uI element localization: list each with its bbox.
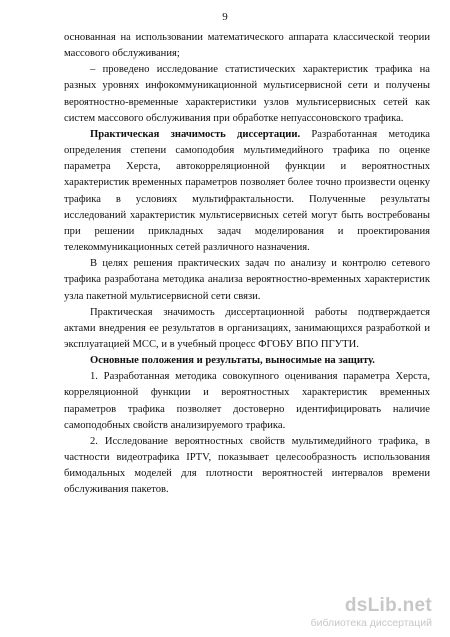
practical-significance-text: Разработанная методика определения степени самоподобия мультимедийного трафика по оценке параметра Херста, автокорреляционной функции и вероятностных характеристик временных параметров позволяет более точно произвести оценку трафика в условиях мультифрактальности. Полученные результаты исследований характеристик мультисервисных сетей могут быть востребованы при решении прикладных задач моделирования и проектирования телекоммуникационных сетей различного назначения. bbox=[64, 128, 430, 254]
page-number: 9 bbox=[222, 11, 228, 23]
document-body bbox=[64, 30, 430, 499]
watermark-logo: dsLib.net bbox=[344, 595, 432, 616]
watermark-subtitle: библиотека диссертаций bbox=[310, 617, 432, 629]
defense-theses-heading: Основные положения и результаты, выносимые на защиту. bbox=[90, 355, 375, 367]
practical-significance-heading: Практическая значимость диссертации. bbox=[90, 128, 301, 140]
paragraph-5: Практическая значимость диссертационной работы подтверждается актами внедрения ее результатов в организациях, занимающихся разработкой и эксплуатацией МСС, и в учебный процесс ФГОБУ ВПО ПГУТИ. bbox=[64, 306, 430, 350]
paragraph-4: В целях решения практических задач по анализу и контролю сетевого трафика разработана методика анализа вероятностно-временных характеристик узла пакетной мультисервисной сети связи. bbox=[64, 258, 430, 302]
paragraph-2: – проведено исследование статистических характеристик трафика на разных уровнях инфокоммуникационной мультисервисной сети и получены вероятностно-временные характеристики узлов мультисервисных сетей как систем массового обслуживания при обработке непуассоновского трафика. bbox=[64, 64, 430, 124]
thesis-item-1: 1. Разработанная методика совокупного оценивания параметра Херста, корреляционной функции и вероятностных характеристик временных параметров трафика позволяет достоверно идентифицировать наличие самоподобных свойств анализируемого трафика. bbox=[64, 371, 430, 431]
paragraph-1: основанная на использовании математического аппарата классической теории массового обслуживания; bbox=[64, 32, 430, 60]
watermark bbox=[280, 595, 440, 633]
paragraph-practical-significance bbox=[64, 127, 430, 256]
thesis-item-2: 2. Исследование вероятностных свойств мультимедийного трафика, в частности видеотрафика IPTV, показывает целесообразность использования бимодальных моделей для плотности вероятностей интервалов времени обслуживания пакетов. bbox=[64, 435, 430, 496]
